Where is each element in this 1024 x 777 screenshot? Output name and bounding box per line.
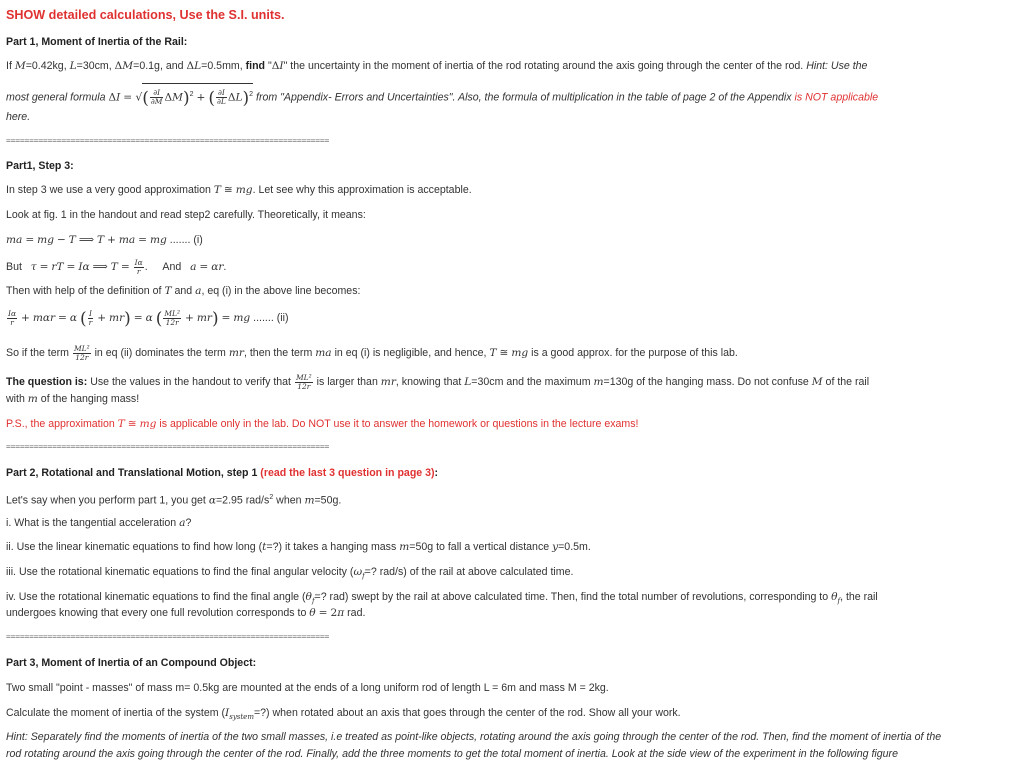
part1-formula-line: most general formula ΔI = √( $\frac{\partial I}{\partial M}$ ΔM)$^2$ + ( $\frac{\partial I}{\partial L}$ ΔL)$^2$ from "Appendix- Errors and Uncertainties". Also, the formula of multiplication in the table of page 2 of the Appendix is NOT applicable	[6, 83, 1014, 109]
part1-here: here.	[6, 111, 31, 123]
part3-heading: Part 3, Moment of Inertia of an Compound Object:	[6, 657, 257, 669]
part3-hint-line2: rod rotating around the axis going through the center of the rod. Finally, add the three moments to get the total moment of inertia. Look at the side view of the experiment in the following figure	[6, 748, 898, 760]
step3-line2: Look at fig. 1 in the handout and read step2 carefully. Theoretically, it means:	[6, 209, 366, 221]
part2-question-3: iii. Use the rotational kinematic equations to find the final angular velocity ($\omega_f=$? rad/s) of the rail at above calculated time.	[6, 566, 574, 581]
page-title: SHOW detailed calculations, Use the S.I. units.	[6, 8, 285, 22]
step3-heading: Part1, Step 3:	[6, 160, 74, 172]
but-equation: But τ = rT = Iα ⟹ T = $\frac{I\alpha}{r}$ . And a = αr.	[6, 257, 227, 276]
part2-question-2: ii. Use the linear kinematic equations to find how long (t=?) it takes a hanging mass m=50g to fall a vertical distance y=0.5m.	[6, 541, 591, 553]
part2-question-1: i. What is the tangential acceleration a?	[6, 517, 192, 529]
equation-i: ma = mg − T ⟹ T + ma = mg ....... (i)	[6, 234, 203, 246]
part3-hint-line1: Hint: Separately find the moments of inertia of the two small masses, i.e treated as point-like objects, rotating around the axis going through the center of the rod. Then, find the moment of inertia of the	[6, 731, 942, 743]
step3-so-line: So if the term $\frac{\text{ML²}}{12r}$ in eq (ii) dominates the term mr, then the term ma in eq (i) is negligible, and hence, T ≅ mg is a good approx. for the purpose of this lab.	[6, 343, 738, 362]
separator-2: ======================================================================	[6, 442, 330, 451]
separator-3: ======================================================================	[6, 632, 330, 641]
part3-line2: Calculate the moment of inertia of the system $(I_{system}=?)$ when rotated about an axis that goes through the center of the rod. Show all your work.	[6, 707, 681, 722]
part2-intro: Let's say when you perform part 1, you get α=2.95 rad/$s^2$ when m=50g.	[6, 494, 342, 507]
separator-1: ======================================================================	[6, 136, 330, 145]
step3-ps-note: P.S., the approximation T ≅ mg is applicable only in the lab. Do NOT use it to answer the homework or questions in the lecture exams!	[6, 418, 639, 430]
part2-question-4-line2: undergoes knowing that every one full revolution corresponds to θ = 2π rad.	[6, 607, 366, 619]
part1-heading: Part 1, Moment of Inertia of the Rail:	[6, 36, 188, 48]
step3-question-line2: with m of the hanging mass!	[6, 393, 140, 405]
part2-heading: Part 2, Rotational and Translational Motion, step 1 (read the last 3 question in page 3):	[6, 467, 439, 479]
part3-line1: Two small "point - masses" of mass m= 0.5kg are mounted at the ends of a long uniform rod of length L = 6m and mass M = 2kg.	[6, 682, 609, 694]
part1-intro: If M=0.42kg, L=30cm, ΔM=0.1g, and ΔL=0.5mm, find "ΔI" the uncertainty in the moment of inertia of the rod rotating around the axis going through the center of the rod. Hint: Use the	[6, 60, 868, 72]
equation-ii: $\frac{I\alpha}{r}$ + mαr = α ( $\frac{I}{r}$ + mr) = α ( $\frac{\text{ML²}}{12r}$ + mr) = mg ....... (ii)	[8, 308, 289, 329]
step3-then-line: Then with help of the definition of T and a, eq (i) in the above line becomes:	[6, 285, 361, 297]
part2-question-4: iv. Use the rotational kinematic equations to find the final angle ($\theta_f=$? rad) swept by the rail at above calculated time. Then, find the total number of revolutions, corresponding to $\theta_f$, the rail	[6, 591, 878, 606]
step3-line1: In step 3 we use a very good approximation T ≅ mg. Let see why this approximation is acceptable.	[6, 184, 472, 196]
step3-question-line: The question is: Use the values in the handout to verify that $\frac{\text{ML²}}{12r}$ is larger than mr, knowing that L=30cm and the maximum m=130g of the hanging mass. Do not confuse M of the rail	[6, 372, 870, 391]
